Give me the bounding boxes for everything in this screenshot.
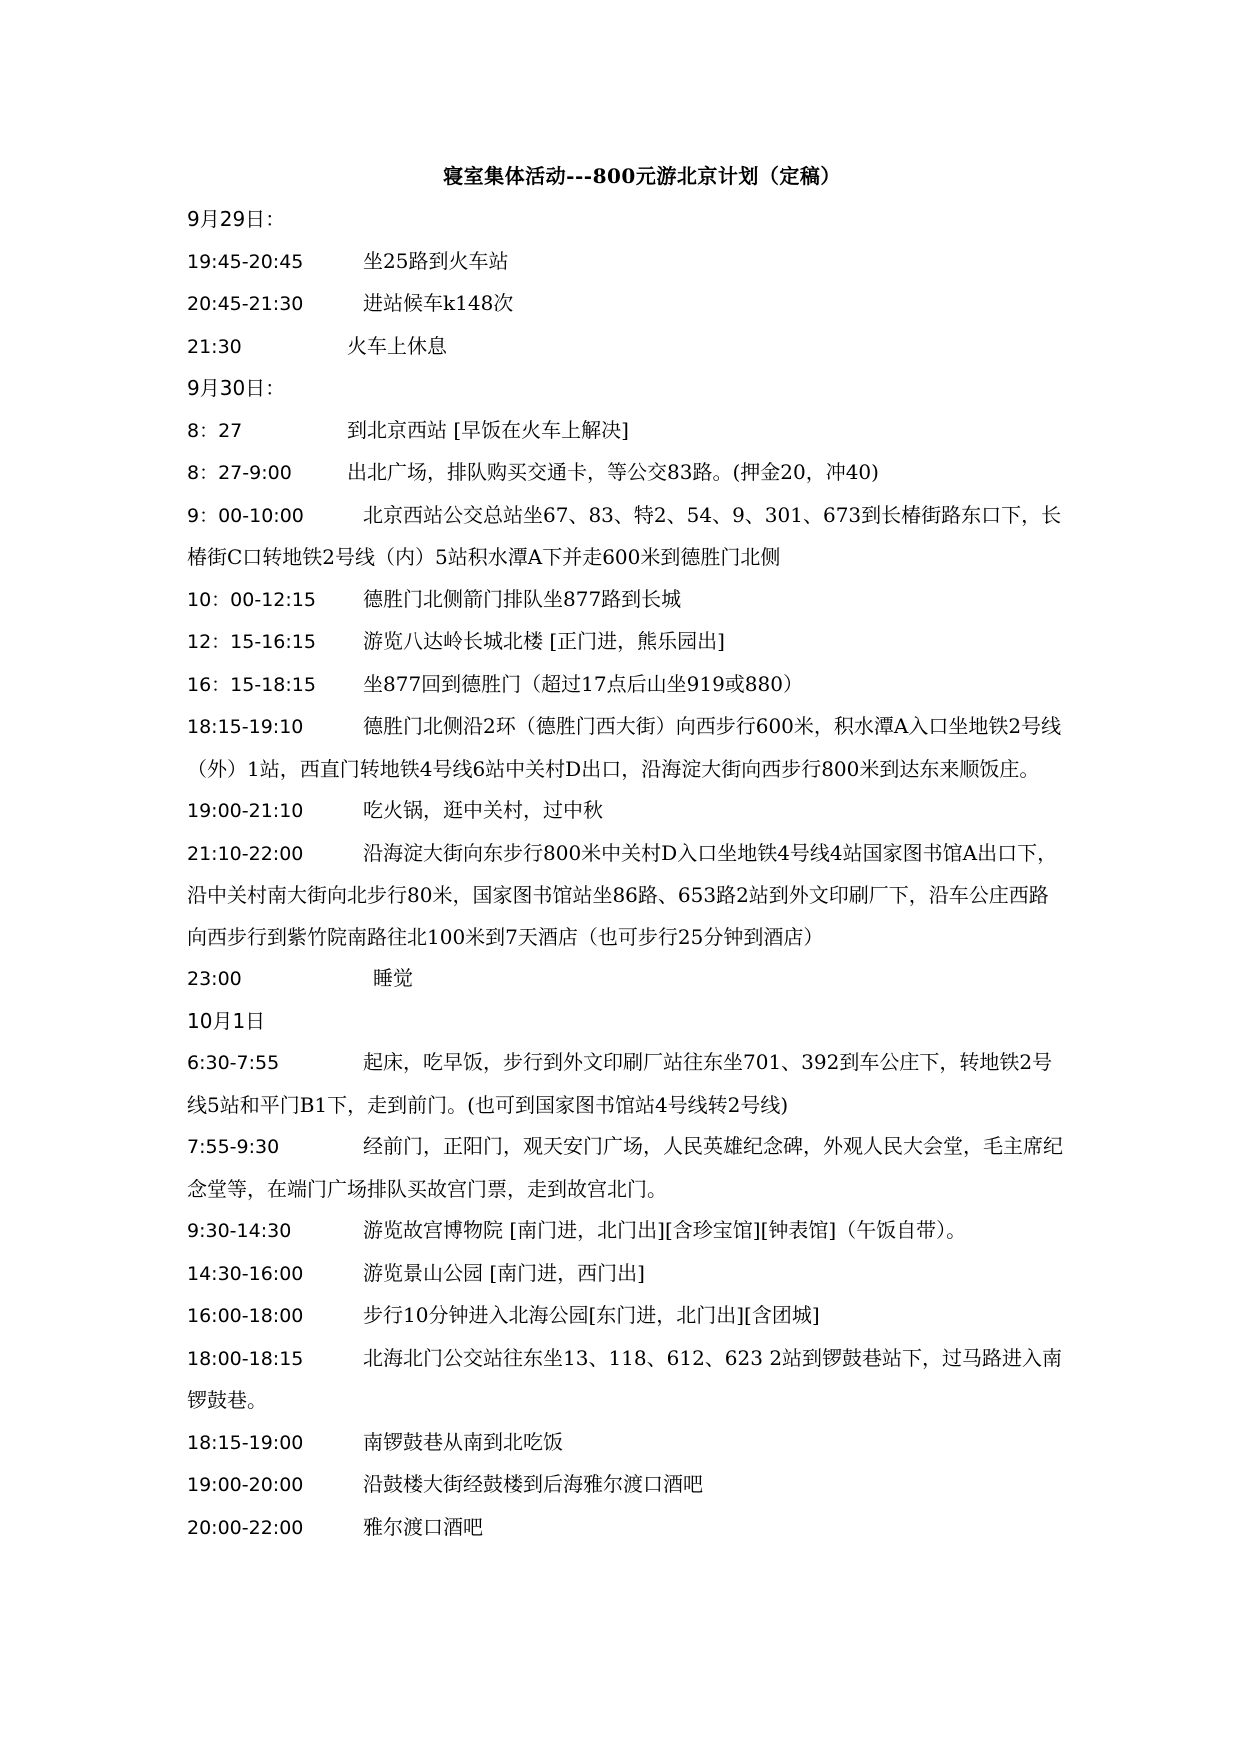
entry-desc: 吃火锅，逛中关村，过中秋 [363,798,603,822]
entry-time: 7:55-9:30 [187,1136,280,1158]
entry-time: 9：00-10:00 [187,504,304,527]
entry-desc: 游览故宫博物院 [南门进，北门出][含珍宝馆][钟表馆]（午饭自带）。 [363,1218,967,1242]
entry-time: 10：00-12:15 [187,588,316,611]
entry-desc: 进站候车k148次 [363,291,514,315]
entry-desc: 北海北门公交站往东坐13、118、612、623 2站到锣鼓巷站下，过马路进入南锣鼓巷。 [187,1345,1063,1412]
schedule-entry [187,326,1067,369]
entry-desc: 游览八达岭长城北楼 [正门进，熊乐园出] [363,629,725,653]
entry-time: 20:00-22:00 [187,1516,304,1539]
schedule-entry [187,1253,1067,1296]
entry-time: 16:00-18:00 [187,1305,304,1327]
entry-desc: 雅尔渡口酒吧 [363,1514,483,1539]
entry-time: 6:30-7:55 [187,1052,280,1074]
schedule-entry [187,621,1067,664]
entry-desc: 经前门，正阳门，观天安门广场，人民英雄纪念碑，外观人民大会堂，毛主席纪念堂等，在端门广场排队买故宫门票，走到故宫北门。 [187,1134,1063,1201]
entry-time: 18:00-18:15 [187,1347,304,1370]
schedule-entry [187,833,1067,959]
day-heading: 10月1日 [187,1008,266,1033]
document-title: 寝室集体活动---800元游北京计划（定稿） [443,164,841,188]
schedule-entry [187,958,1067,1001]
schedule-entry [187,1042,1067,1126]
entry-time: 19:00-20:00 [187,1474,304,1496]
entry-time: 19:00-21:10 [187,800,304,822]
schedule-entry [187,1338,1067,1422]
entry-desc: 沿海淀大街向东步行800米中关村D入口坐地铁4号线4站国家图书馆A出口下，沿中关村南大街向北步行80米，国家图书馆站坐86路、653路2站到外文印刷厂下，沿车公庄西路向西步行到紫竹院南路往北100米到7天酒店（也可步行25分钟到酒店） [187,840,1058,949]
entry-time: 8：27 [187,419,243,442]
entry-desc: 游览景山公园 [南门进，西门出] [363,1260,645,1285]
document-body [187,160,1067,1549]
entry-time: 14:30-16:00 [187,1262,304,1285]
entry-time: 18:15-19:00 [187,1431,304,1454]
entry-time: 12：15-16:15 [187,631,316,653]
schedule-entry [187,790,1067,833]
schedule-entry [187,1295,1067,1338]
schedule-entry [187,1126,1067,1210]
schedule-entry [187,452,1067,495]
entry-time: 16：15-18:15 [187,673,316,696]
entry-desc: 火车上休息 [347,333,447,358]
entry-desc: 坐25路到火车站 [363,248,509,273]
schedule-entry [187,241,1067,284]
schedule-entry [187,579,1067,622]
schedule-entry [187,495,1067,579]
day-heading: 9月30日： [187,376,286,400]
entry-time: 21:30 [187,335,242,358]
entry-desc: 北京西站公交总站坐67、83、特2、54、9、301、673到长椿街路东口下，长椿街C口转地铁2号线（内）5站积水潭A下并走600米到德胜门北侧 [187,502,1062,569]
entry-desc: 起床，吃早饭，步行到外文印刷厂站往东坐701、392到车公庄下，转地铁2号线5站和平门B1下，走到前门。(也可到国家图书馆站4号线转2号线) [187,1050,1053,1117]
entry-time: 20:45-21:30 [187,293,304,315]
schedule-entry [187,1210,1067,1253]
entry-time: 21:10-22:00 [187,842,304,865]
entry-desc: 沿鼓楼大街经鼓楼到后海雅尔渡口酒吧 [363,1472,703,1496]
entry-time: 18:15-19:10 [187,716,304,738]
schedule-entry [187,664,1067,707]
entry-time: 23:00 [187,968,242,990]
schedule-entry [187,1422,1067,1465]
schedule-entry [187,1507,1067,1550]
entry-time: 9:30-14:30 [187,1220,292,1242]
entry-desc: 睡觉 [373,966,413,990]
entry-desc: 步行10分钟进入北海公园[东门进，北门出][含团城] [363,1303,820,1327]
schedule-entry [187,1464,1067,1507]
schedule-entry [187,706,1067,790]
day-heading: 9月29日： [187,207,286,231]
entry-desc: 到北京西站 [早饭在火车上解决] [347,417,629,442]
schedule-entry [187,283,1067,326]
entry-desc: 出北广场，排队购买交通卡，等公交83路。(押金20，冲40) [347,460,879,484]
entry-time: 19:45-20:45 [187,250,304,273]
schedule-entry [187,410,1067,453]
entry-desc: 德胜门北侧沿2环（德胜门西大街）向西步行600米，积水潭A入口坐地铁2号线（外）1站，西直门转地铁4号线6站中关村D出口，沿海淀大街向西步行800米到达东来顺饭庄。 [187,714,1062,781]
entry-desc: 南锣鼓巷从南到北吃饭 [363,1429,563,1454]
entry-desc: 德胜门北侧箭门排队坐877路到长城 [363,586,682,611]
entry-desc: 坐877回到德胜门（超过17点后山坐919或880） [363,671,803,696]
entry-time: 8：27-9:00 [187,462,292,484]
